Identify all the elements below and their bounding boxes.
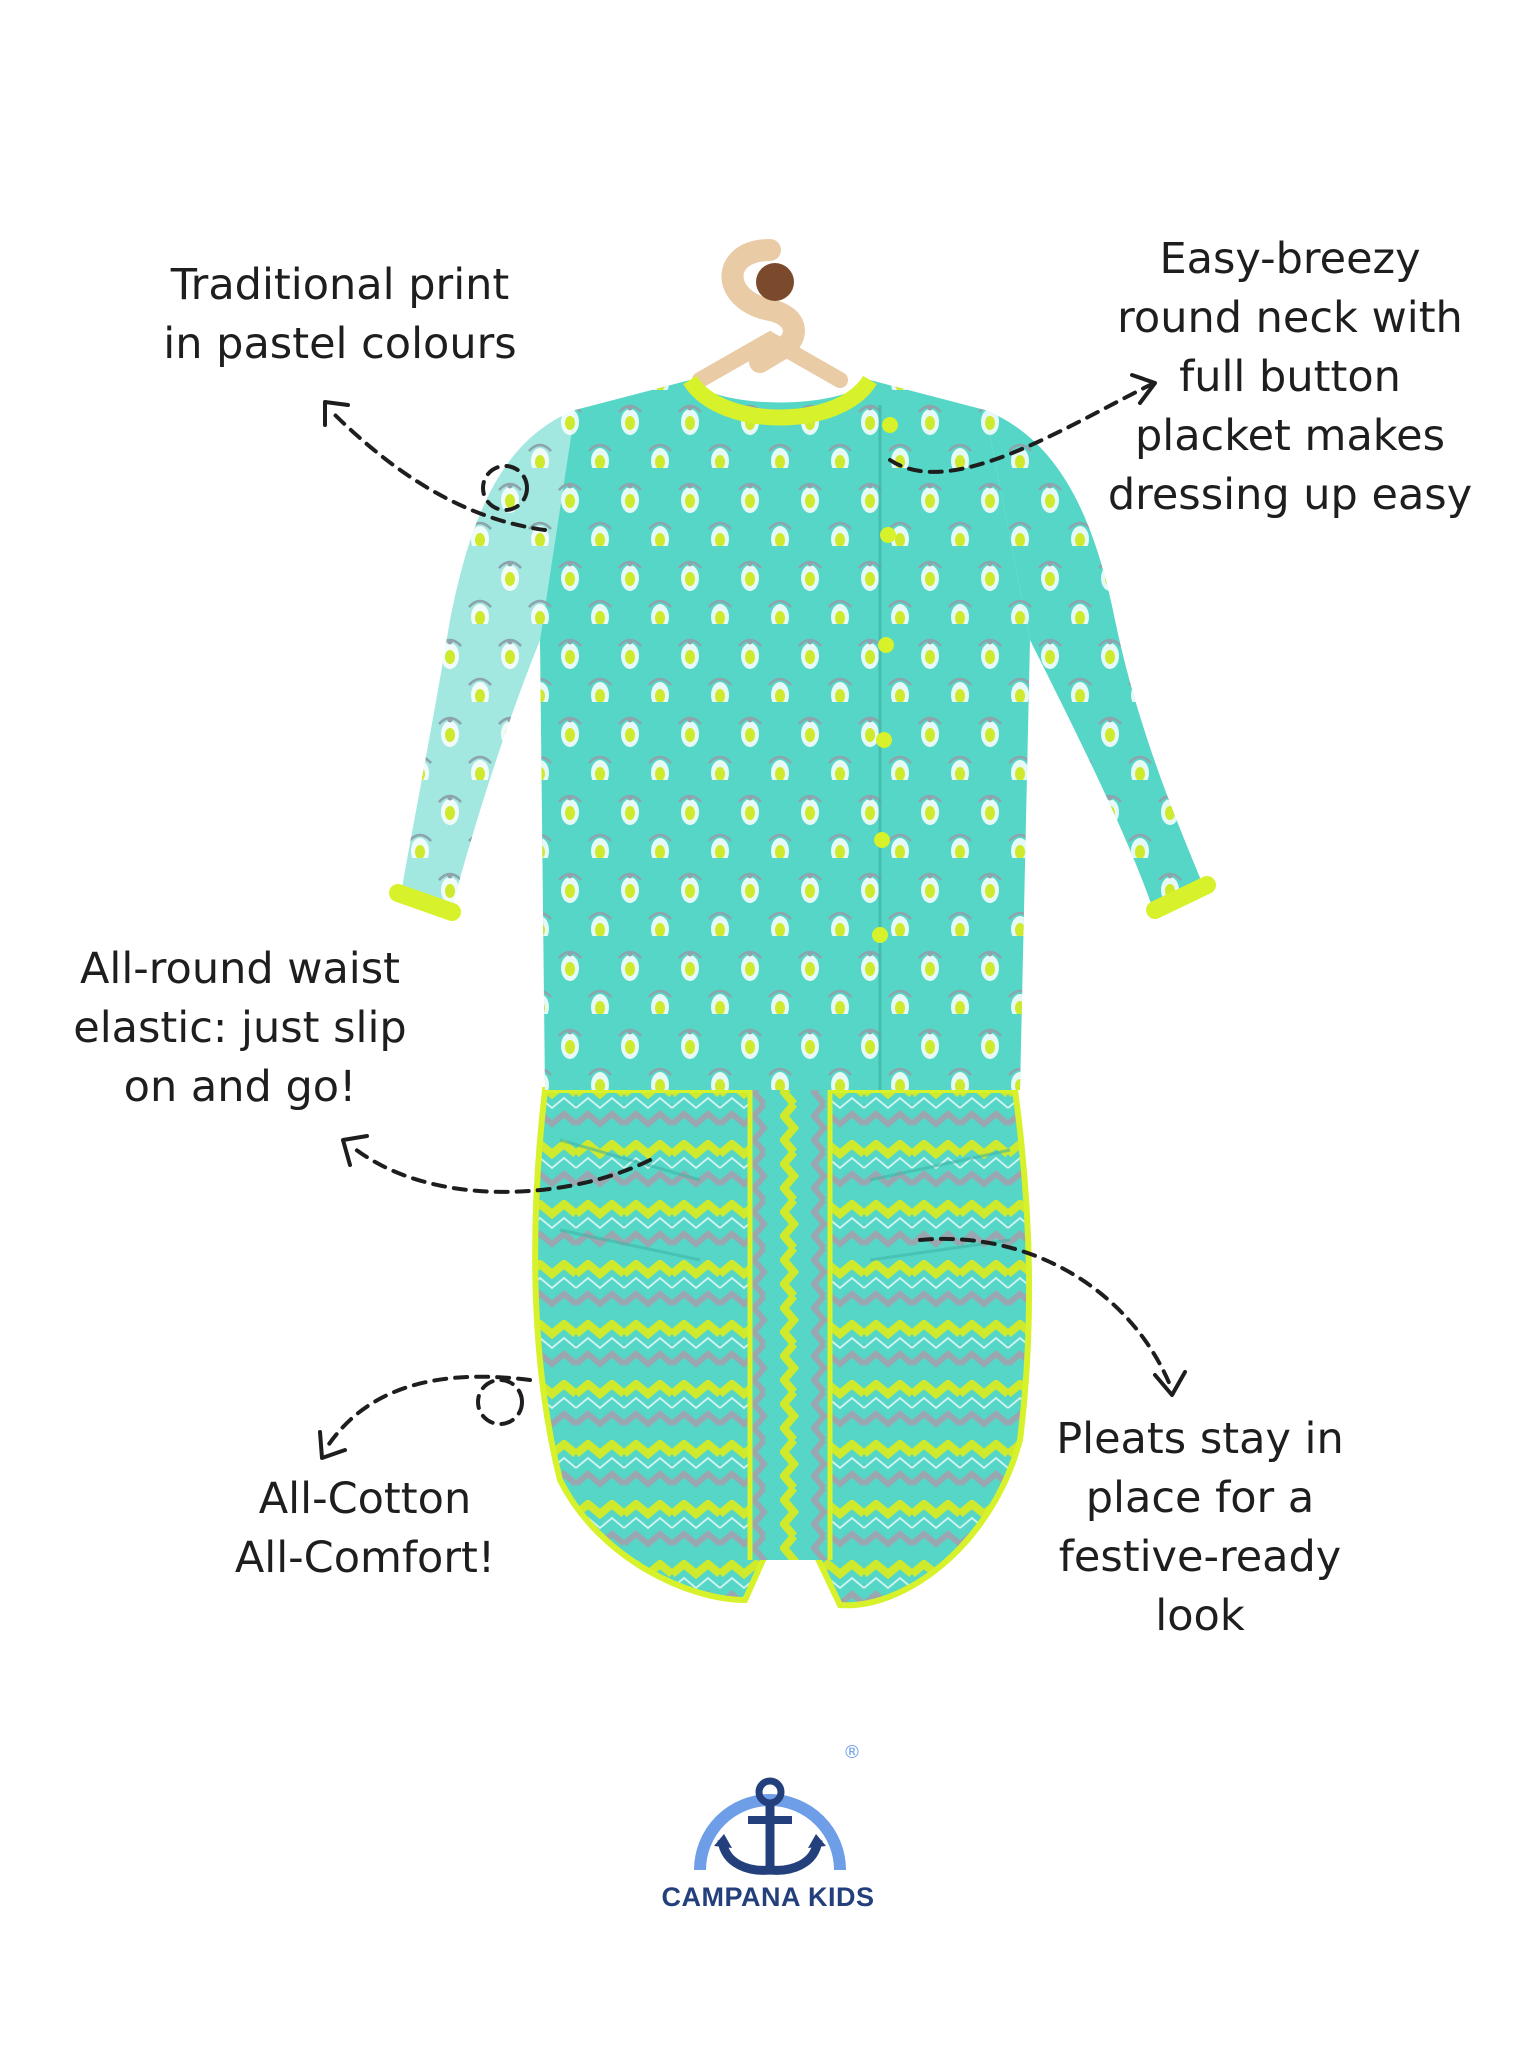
callout-line: Traditional print [170, 260, 510, 310]
arrow-pleats [920, 1239, 1170, 1385]
callout-pleats [1030, 1410, 1370, 1646]
arrow-cotton-loop [478, 1380, 522, 1424]
callout-waist-elastic [70, 940, 410, 1117]
anchor-icon [680, 1740, 860, 1880]
callout-line: place for a [1085, 1473, 1315, 1523]
callout-round-neck [1100, 230, 1480, 525]
brand-wordmark: CAMPANA KIDS [661, 1882, 875, 1912]
callout-line: dressing up easy [1107, 470, 1473, 520]
callout-line: in pastel colours [163, 319, 517, 369]
callout-line: elastic: just slip [73, 1003, 407, 1053]
callout-line: festive-ready [1058, 1532, 1342, 1582]
callout-line: placket makes [1134, 411, 1446, 461]
callout-line: round neck with [1117, 293, 1463, 343]
callout-line: All-Comfort! [234, 1533, 496, 1583]
arrow-print-loop [483, 466, 527, 510]
callout-line: All-Cotton [258, 1474, 472, 1524]
registered-mark: ® [843, 1742, 861, 1763]
callout-traditional-print [155, 256, 525, 374]
arrow-waist [350, 1145, 650, 1192]
callout-line: Pleats stay in [1056, 1414, 1344, 1464]
arrow-print [330, 410, 545, 530]
callout-line: full button [1179, 352, 1401, 402]
arrow-cotton [325, 1377, 530, 1450]
callout-line: Easy-breezy [1159, 234, 1421, 284]
callout-line: All-round waist [79, 944, 401, 994]
callout-all-cotton [195, 1470, 535, 1588]
arrowhead-cotton [320, 1432, 345, 1458]
callout-line: look [1155, 1591, 1245, 1641]
callout-line: on and go! [123, 1062, 357, 1112]
